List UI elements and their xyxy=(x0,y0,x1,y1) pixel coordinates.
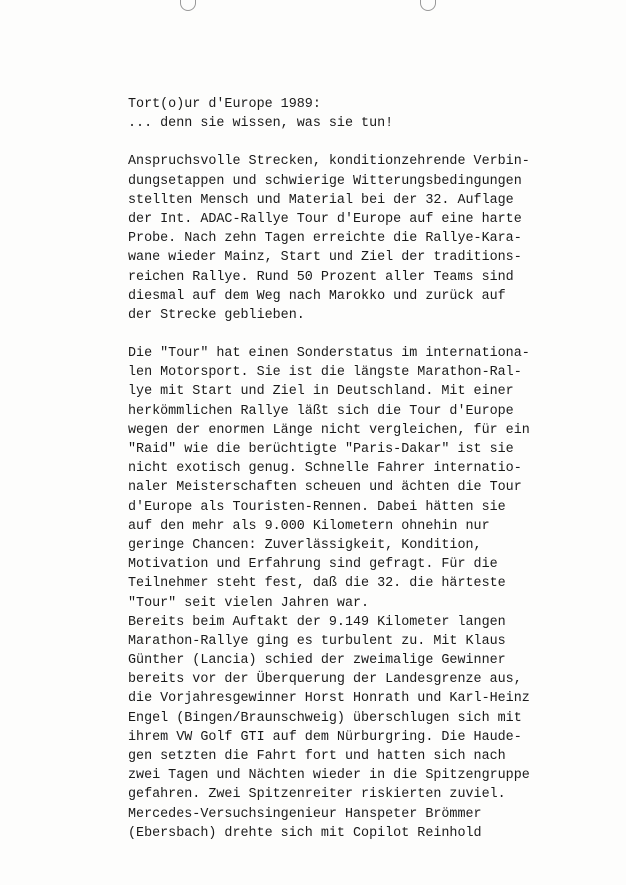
text-line: auf den mehr als 9.000 Kilometern ohnehin nur xyxy=(128,518,490,534)
text-line: "Raid" wie die berüchtigte "Paris-Dakar" ist sie xyxy=(128,442,514,457)
text-line: dungsetappen und schwierige Witterungsbedingungen xyxy=(128,173,522,189)
text-line: Die "Tour" hat einen Sonderstatus im internationa- xyxy=(128,346,530,362)
text-line: Engel (Bingen/Braunschweig) überschlugen sich mit xyxy=(128,710,522,726)
text-line: lye mit Start und Ziel in Deutschland. Mit einer xyxy=(128,384,514,400)
text-line: Motivation und Erfahrung sind gefragt. Für die xyxy=(128,557,498,573)
text-line: zwei Tagen und Nächten wieder in die Spitzengruppe xyxy=(128,768,530,784)
text-line: len Motorsport. Sie ist die längste Marathon-Ral- xyxy=(128,365,522,381)
binder-mark-left xyxy=(180,0,196,11)
text-line: Bereits beim Auftakt der 9.149 Kilometer langen xyxy=(128,614,506,630)
text-line: diesmal auf dem Weg nach Marokko und zurück auf xyxy=(128,288,506,304)
text-line: naler Meisterschaften scheuen und ächten die Tour xyxy=(128,480,522,496)
text-line: stellten Mensch und Material bei der 32. Auflage xyxy=(128,192,514,208)
binder-mark-right xyxy=(420,0,436,11)
subtitle-line: ... denn sie wissen, was sie tun! xyxy=(128,116,394,132)
paragraph-race-start xyxy=(128,613,598,843)
text-line: gefahren. Zwei Spitzenreiter riskierten zuviel. xyxy=(128,787,506,803)
text-line: bereits vor der Überquerung der Landesgrenze aus, xyxy=(128,672,522,688)
text-line: wegen der enormen Länge nicht vergleichen, für ein xyxy=(128,422,530,438)
text-line: "Tour" seit vielen Jahren war. xyxy=(128,595,370,611)
text-line: Günther (Lancia) schied der zweimalige Gewinner xyxy=(128,653,506,669)
text-line: Marathon-Rallye ging es turbulent zu. Mit Klaus xyxy=(128,633,506,649)
text-line: nicht exotisch genug. Schnelle Fahrer internatio- xyxy=(128,461,522,477)
paragraph-status xyxy=(128,344,598,613)
article-heading xyxy=(128,95,598,133)
document-body xyxy=(128,95,598,862)
text-line: herkömmlichen Rallye läßt sich die Tour d'Europe xyxy=(128,403,514,419)
text-line: der Int. ADAC-Rallye Tour d'Europe auf eine harte xyxy=(128,211,522,227)
text-line: d'Europe als Touristen-Rennen. Dabei hätten sie xyxy=(128,499,506,515)
text-line: (Ebersbach) drehte sich mit Copilot Reinhold xyxy=(128,825,482,841)
text-line: reichen Rallye. Rund 50 Prozent aller Teams sind xyxy=(128,269,514,285)
text-line: geringe Chancen: Zuverlässigkeit, Kondition, xyxy=(128,537,482,553)
title-line: Tort(o)ur d'Europe 1989: xyxy=(128,97,321,112)
text-line: Mercedes-Versuchsingenieur Hanspeter Brömmer xyxy=(128,806,482,822)
text-line: Probe. Nach zehn Tagen erreichte die Rallye-Kara- xyxy=(128,231,522,247)
text-line: ihrem VW Golf GTI auf dem Nürburgring. Die Haude- xyxy=(128,729,522,745)
text-line: der Strecke geblieben. xyxy=(128,307,305,323)
text-line: gen setzten die Fahrt fort und hatten sich nach xyxy=(128,749,506,764)
paragraph-intro xyxy=(128,152,598,325)
text-line: Anspruchsvolle Strecken, konditionzehrende Verbin- xyxy=(128,154,530,170)
text-line: die Vorjahresgewinner Horst Honrath und Karl-Heinz xyxy=(128,691,530,707)
text-line: Teilnehmer steht fest, daß die 32. die härteste xyxy=(128,576,506,592)
text-line: wane wieder Mainz, Start und Ziel der traditions- xyxy=(128,250,522,266)
